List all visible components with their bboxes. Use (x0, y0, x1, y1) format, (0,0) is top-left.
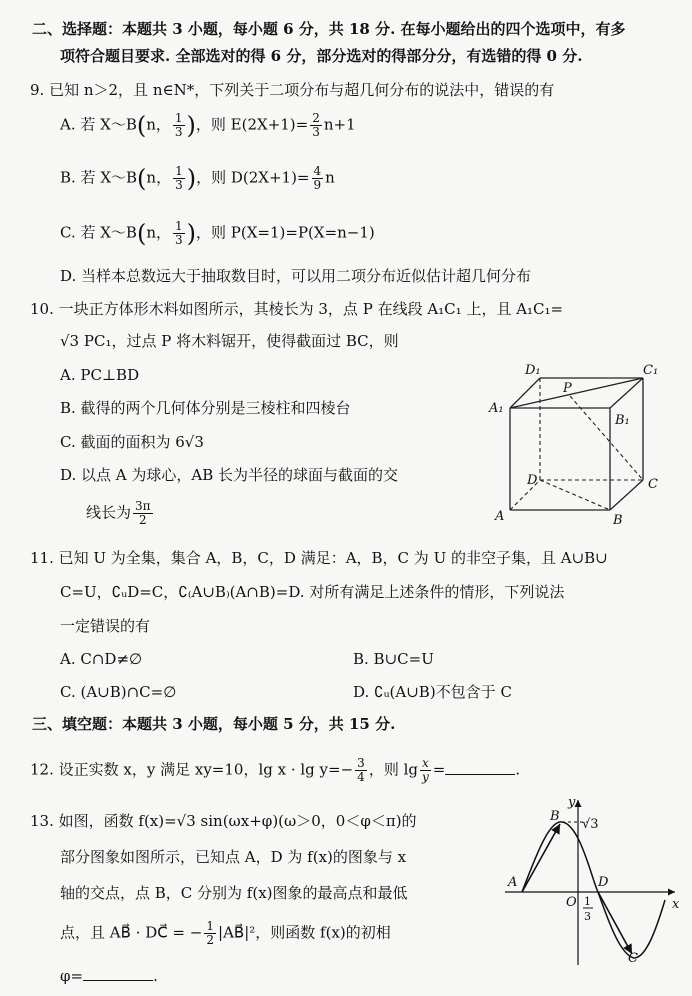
q10-option-d-line1: D. 以点 A 为球心，AB 长为半径的球面与截面的交 (60, 466, 399, 484)
q13-line5: φ= . (60, 967, 158, 985)
q11-stem-line1: 11. 已知 U 为全集，集合 A，B，C，D 满足：A，B，C 为 U 的非空子集，且 A∪B∪ (30, 549, 608, 567)
q13-line4: 点，且 AB⃗ · DC⃗ = − $\frac{1}{2}$ |AB⃗|²，则函数 f(x)的初相 (60, 919, 391, 947)
label-p: P (563, 381, 572, 396)
graph-label-a: A (508, 875, 518, 890)
graph-label-d: D (598, 875, 609, 890)
label-b1: B₁ (615, 413, 630, 428)
q9-stem: 9. 已知 n＞2，且 n∈N*，下列关于二项分布与超几何分布的说法中，错误的有 (30, 81, 555, 99)
q11-option-c: C. (A∪B)∩C=∅ (60, 683, 177, 701)
graph-label-sqrt3: √3 (582, 817, 599, 832)
q10-option-b: B. 截得的两个几何体分别是三棱柱和四棱台 (60, 399, 351, 417)
q9-option-c: C. 若 X～B(n， $\frac{1}{3}$ )，则 P(X=1)=P(X=n−1) (60, 219, 375, 248)
graph-label-o: O (566, 895, 577, 910)
label-a: A (495, 509, 505, 524)
q11-option-d: D. ∁ᵤ(A∪B)不包含于 C (353, 683, 512, 701)
label-c1: C₁ (643, 363, 659, 378)
q11-stem-line2: C=U，∁ᵤD=C，∁₍A∪B₎(A∩B)=D. 对所有满足上述条件的情形，下列说法 (60, 583, 565, 601)
graph-label-y: y (568, 795, 576, 810)
graph-label-x: x (672, 897, 680, 912)
q12-answer-blank[interactable] (445, 760, 515, 775)
q13-line3: 轴的交点，点 B，C 分别为 f(x)图象的最高点和最低 (60, 884, 408, 902)
section2-header-line2: 项符合题目要求. 全部选对的得 6 分，部分选对的得部分分，有选错的得 0 分. (60, 47, 583, 65)
q10-stem-line1: 10. 一块正方体形木料如图所示，其棱长为 3，点 P 在线段 A₁C₁ 上，且 A₁C₁= (30, 300, 564, 318)
label-a1: A₁ (489, 401, 504, 416)
label-d1: D₁ (525, 363, 541, 378)
graph-label-c: C (628, 951, 638, 966)
q10-stem-line2: √3 PC₁，过点 P 将木料锯开，使得截面过 BC，则 (60, 332, 399, 350)
q10-option-d-line2: 线长为 $\frac{3\pi}{2}$ (86, 499, 151, 527)
label-b: B (613, 513, 623, 528)
label-c: C (648, 477, 658, 492)
q10-option-a: A. PC⊥BD (60, 366, 140, 384)
graph-label-1: 1 (584, 895, 591, 908)
graph-label-b: B (550, 809, 560, 824)
q13-line1: 13. 如图，函数 f(x)=√3 sin(ωx+φ)(ω＞0，0＜φ＜π)的 (30, 812, 417, 830)
q10-option-c: C. 截面的面积为 6√3 (60, 433, 204, 451)
q11-option-a: A. C∩D≠∅ (60, 650, 143, 668)
cube-figure (485, 360, 675, 530)
q13-answer-blank[interactable] (83, 966, 153, 981)
graph-label-3: 3 (584, 910, 591, 923)
q12-text: 12. 设正实数 x，y 满足 xy=10，lg x · lg y=− $\frac{3}{4}$ ，则 lg $\frac{x}{y}$ = . (30, 756, 521, 784)
section2-header-line1: 二、选择题：本题共 3 小题，每小题 6 分，共 18 分. 在每小题给出的四个选项中，有多 (32, 20, 626, 38)
q11-stem-line3: 一定错误的有 (60, 617, 151, 635)
q11-option-b: B. B∪C=U (353, 650, 434, 668)
q9-option-b: B. 若 X～B(n， $\frac{1}{3}$ )，则 D(2X+1)= $\frac{4}{9}$ n (60, 164, 335, 193)
q9-option-a: A. 若 X～B(n， $\frac{1}{3}$ )，则 E(2X+1)= $\frac{2}{3}$ n+1 (60, 111, 356, 140)
sine-graph-figure (500, 790, 685, 970)
section3-header: 三、填空题：本题共 3 小题，每小题 5 分，共 15 分. (32, 715, 396, 733)
q9-option-d: D. 当样本总数远大于抽取数目时，可以用二项分布近似估计超几何分布 (60, 267, 532, 285)
q13-line2: 部分图象如图所示，已知点 A，D 为 f(x)的图象与 x (60, 848, 407, 866)
label-d: D (527, 473, 538, 488)
